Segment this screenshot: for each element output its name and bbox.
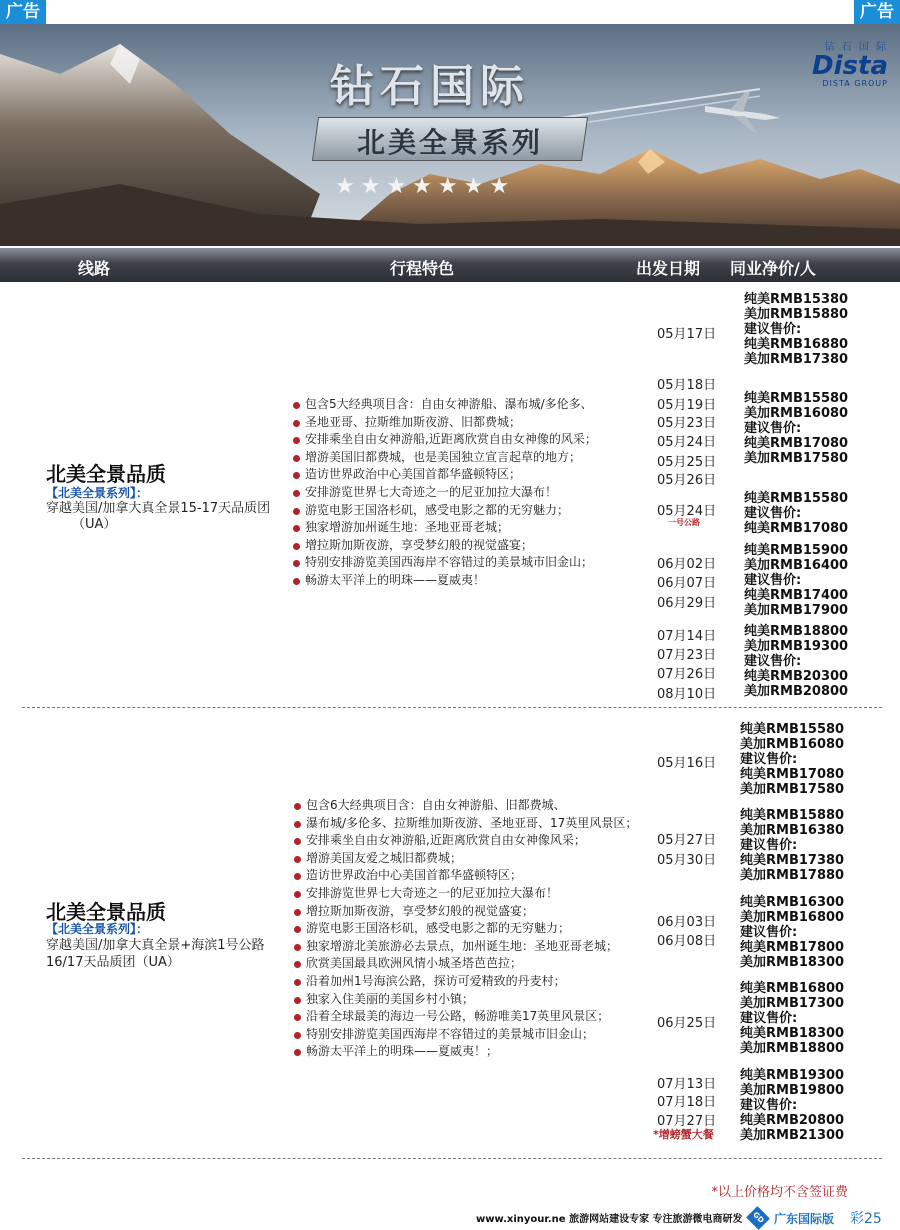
feature-list: [293, 396, 597, 590]
banner: [0, 24, 900, 246]
stars-rating: ★★★★★★★: [335, 174, 516, 199]
departure-date: 05月24日: [657, 435, 717, 450]
price-line: 纯美RMB18300: [740, 1026, 845, 1041]
price-line: 纯美RMB15580: [744, 491, 849, 506]
logo-sub: DISTA GROUP: [822, 79, 888, 88]
feature-item: 游览电影王国洛杉矶，感受电影之都的无穷魅力；: [294, 920, 637, 938]
feature-item: 造访世界政治中心美国首都华盛顿特区；: [293, 466, 597, 484]
departure-date: 07月13日: [657, 1077, 717, 1092]
visa-footnote: *以上价格均不含签证费: [711, 1185, 848, 1200]
feature-item: 瀑布城/多伦多、拉斯维加斯夜游、圣地亚哥、17英里风景区；: [294, 815, 637, 833]
departure-date: 05月25日: [657, 455, 717, 470]
price-label: 建议售价:: [744, 506, 802, 521]
departure-date: 05月30日: [657, 853, 717, 868]
route-desc-line2: （UA）: [72, 517, 117, 532]
price-line: 纯美RMB15900: [744, 543, 849, 558]
page-number: 彩25: [850, 1211, 882, 1227]
header-dates: 出发日期: [636, 259, 701, 278]
price-line: 美加RMB17300: [740, 996, 845, 1011]
departure-date: 07月23日: [657, 648, 717, 663]
price-line: 美加RMB16380: [740, 823, 845, 838]
departure-date: 05月16日: [657, 756, 717, 771]
departure-date: 06月08日: [657, 934, 717, 949]
price-label: 建议售价:: [744, 421, 802, 436]
table-header: [0, 248, 900, 282]
feature-item: 畅游太平洋上的明珠——夏威夷！: [293, 572, 597, 590]
price-line: 美加RMB17880: [740, 868, 845, 883]
date-note: 一号公路: [668, 518, 700, 527]
price-block: [740, 722, 844, 797]
feature-item: 独家入住美丽的美国乡村小镇；: [294, 991, 637, 1009]
price-label: 建议售价:: [740, 1098, 798, 1113]
feature-item: 包含6大经典项目含：自由女神游船、旧都费城、: [294, 797, 637, 815]
price-line: 美加RMB16800: [740, 910, 845, 925]
price-block: [740, 895, 844, 970]
departure-date: 05月26日: [657, 473, 717, 488]
departure-date: 08月10日: [657, 687, 717, 702]
price-line: 美加RMB18300: [740, 955, 845, 970]
feature-item: 特别安排游览美国西海岸不容错过的美景城市旧金山；: [294, 1026, 637, 1044]
departure-date: 06月07日: [657, 576, 717, 591]
departure-date: 05月27日: [657, 833, 717, 848]
feature-item: 独家增游北美旅游必去景点，加州诞生地：圣地亚哥老城；: [294, 938, 637, 956]
feature-item: 安排游览世界七大奇迹之一的尼亚加拉大瀑布！: [293, 484, 597, 502]
feature-item: 安排乘坐自由女神游船,近距离欣赏自由女神像风采；: [294, 832, 637, 850]
price-line: 纯美RMB17080: [744, 436, 849, 451]
header-price: 同业净价/人: [730, 259, 816, 278]
departure-date: 05月19日: [657, 398, 717, 413]
departure-date: 06月25日: [657, 1016, 717, 1031]
logo-en: Dista: [812, 51, 888, 81]
publication-name: 广东国际版: [774, 1212, 835, 1226]
feature-item: 沿着全球最美的海边一号公路，畅游唯美17英里风景区；: [294, 1008, 637, 1026]
price-line: 纯美RMB16880: [744, 337, 849, 352]
price-line: 美加RMB19800: [740, 1083, 845, 1098]
route-series: 【北美全景系列】：: [46, 486, 149, 500]
feature-item: 增拉斯加斯夜游，享受梦幻般的视觉盛宴；: [294, 903, 637, 921]
price-block: [744, 391, 848, 466]
feature-item: 畅游太平洋上的明珠——夏威夷！；: [294, 1043, 637, 1061]
price-line: 美加RMB21300: [740, 1128, 845, 1143]
price-line: 纯美RMB15580: [744, 391, 849, 406]
price-line: 纯美RMB16800: [740, 981, 845, 996]
logo-cn: 钻 石 国 际: [824, 42, 888, 53]
price-block: [744, 543, 848, 618]
price-block: [740, 808, 844, 883]
price-line: 纯美RMB17380: [740, 853, 845, 868]
departure-date: 07月18日: [657, 1095, 717, 1110]
section-divider: [22, 707, 882, 708]
feature-item: 圣地亚哥、拉斯维加斯夜游、旧都费城；: [293, 414, 597, 432]
feature-item: 安排游览世界七大奇迹之一的尼亚加拉大瀑布！: [294, 885, 637, 903]
feature-item: 游览电影王国洛杉矶，感受电影之都的无穷魅力；: [293, 502, 597, 520]
header-route: 线路: [78, 259, 111, 278]
price-line: 纯美RMB20800: [740, 1113, 845, 1128]
price-label: 建议售价:: [744, 573, 802, 588]
route-title: 北美全景品质: [46, 900, 166, 924]
departure-date: 05月17日: [657, 327, 717, 342]
departure-date: 07月27日: [657, 1114, 717, 1129]
date-note: *增螃蟹大餐: [653, 1128, 714, 1141]
price-line: 纯美RMB16300: [740, 895, 845, 910]
feature-item: 包含5大经典项目含：自由女神游船、瀑布城/多伦多、: [293, 396, 597, 414]
departure-date: 06月03日: [657, 915, 717, 930]
price-line: 美加RMB16080: [744, 406, 849, 421]
price-block: [744, 624, 848, 699]
route-desc-line1: 穿越美国/加拿大真全景15-17天品质团: [46, 501, 271, 516]
price-label: 建议售价:: [744, 322, 802, 337]
feature-item: 增游美国旧都费城，也是美国独立宣言起草的地方；: [293, 449, 597, 467]
price-block: [744, 491, 848, 536]
price-label: 建议售价:: [740, 1011, 798, 1026]
section-divider: [22, 1158, 882, 1159]
header-features: 行程特色: [390, 259, 455, 278]
series-title: 北美全景系列: [356, 126, 543, 159]
price-line: 美加RMB18800: [740, 1041, 845, 1056]
price-line: 纯美RMB20300: [744, 669, 849, 684]
departure-date: 06月29日: [657, 596, 717, 611]
feature-item: 欣赏美国最具欧洲风情小城圣塔芭芭拉；: [294, 955, 637, 973]
route-series: 【北美全景系列】：: [46, 922, 149, 936]
price-label: 建议售价:: [744, 654, 802, 669]
price-line: 美加RMB19300: [744, 639, 849, 654]
price-line: 美加RMB16080: [740, 737, 845, 752]
price-line: 纯美RMB17080: [740, 767, 845, 782]
price-block: [740, 981, 844, 1056]
price-block: [744, 292, 848, 367]
feature-item: 增游美国友爱之城旧都费城；: [294, 850, 637, 868]
departure-date: 07月26日: [657, 667, 717, 682]
price-line: 美加RMB17900: [744, 603, 849, 618]
departure-date: 05月23日: [657, 416, 717, 431]
route-desc-line1: 穿越美国/加拿大真全景+海滨1号公路: [46, 938, 265, 953]
price-line: 美加RMB16400: [744, 558, 849, 573]
ad-tag-left: 广告: [0, 0, 46, 24]
departure-date: 05月18日: [657, 378, 717, 393]
price-line: 美加RMB17380: [744, 352, 849, 367]
price-line: 纯美RMB18800: [744, 624, 849, 639]
departure-date: 05月24日: [657, 504, 717, 519]
feature-item: 特别安排游览美国西海岸不容错过的美景城市旧金山；: [293, 554, 597, 572]
price-line: 纯美RMB15580: [740, 722, 845, 737]
company-logo: [748, 38, 888, 88]
price-line: 美加RMB17580: [740, 782, 845, 797]
feature-list: [294, 797, 637, 1061]
brand-title: 钻石国际: [330, 61, 530, 112]
price-line: 纯美RMB15880: [740, 808, 845, 823]
price-line: 美加RMB20800: [744, 684, 849, 699]
price-line: 纯美RMB17400: [744, 588, 849, 603]
price-line: 纯美RMB19300: [740, 1068, 845, 1083]
price-label: 建议售价:: [740, 838, 798, 853]
price-line: 美加RMB17580: [744, 451, 849, 466]
publication-logo-icon: GD: [746, 1206, 770, 1230]
price-label: 建议售价:: [740, 925, 798, 940]
price-label: 建议售价:: [740, 752, 798, 767]
departure-date: 07月14日: [657, 629, 717, 644]
feature-item: 造访世界政治中心美国首都华盛顿特区；: [294, 867, 637, 885]
price-block: [740, 1068, 844, 1143]
feature-item: 安排乘坐自由女神游船,近距离欣赏自由女神像的风采；: [293, 431, 597, 449]
feature-item: 增拉斯加斯夜游，享受梦幻般的视觉盛宴；: [293, 537, 597, 555]
price-line: 纯美RMB15380: [744, 292, 849, 307]
departure-date: 06月02日: [657, 557, 717, 572]
price-line: 纯美RMB17080: [744, 521, 849, 536]
ad-tag-right: 广告: [854, 0, 900, 24]
route-desc-line2: 16/17天品质团（UA）: [46, 955, 180, 970]
footer: [0, 1205, 900, 1230]
price-line: 纯美RMB17800: [740, 940, 845, 955]
price-line: 美加RMB15880: [744, 307, 849, 322]
footer-text: www.xinyour.ne 旅游网站建设专家 专注旅游微电商研发: [476, 1214, 743, 1225]
feature-item: 独家增游加州诞生地：圣地亚哥老城；: [293, 519, 597, 537]
feature-item: 沿着加州1号海滨公路，探访可爱精致的丹麦村；: [294, 973, 637, 991]
route-title: 北美全景品质: [46, 462, 166, 486]
